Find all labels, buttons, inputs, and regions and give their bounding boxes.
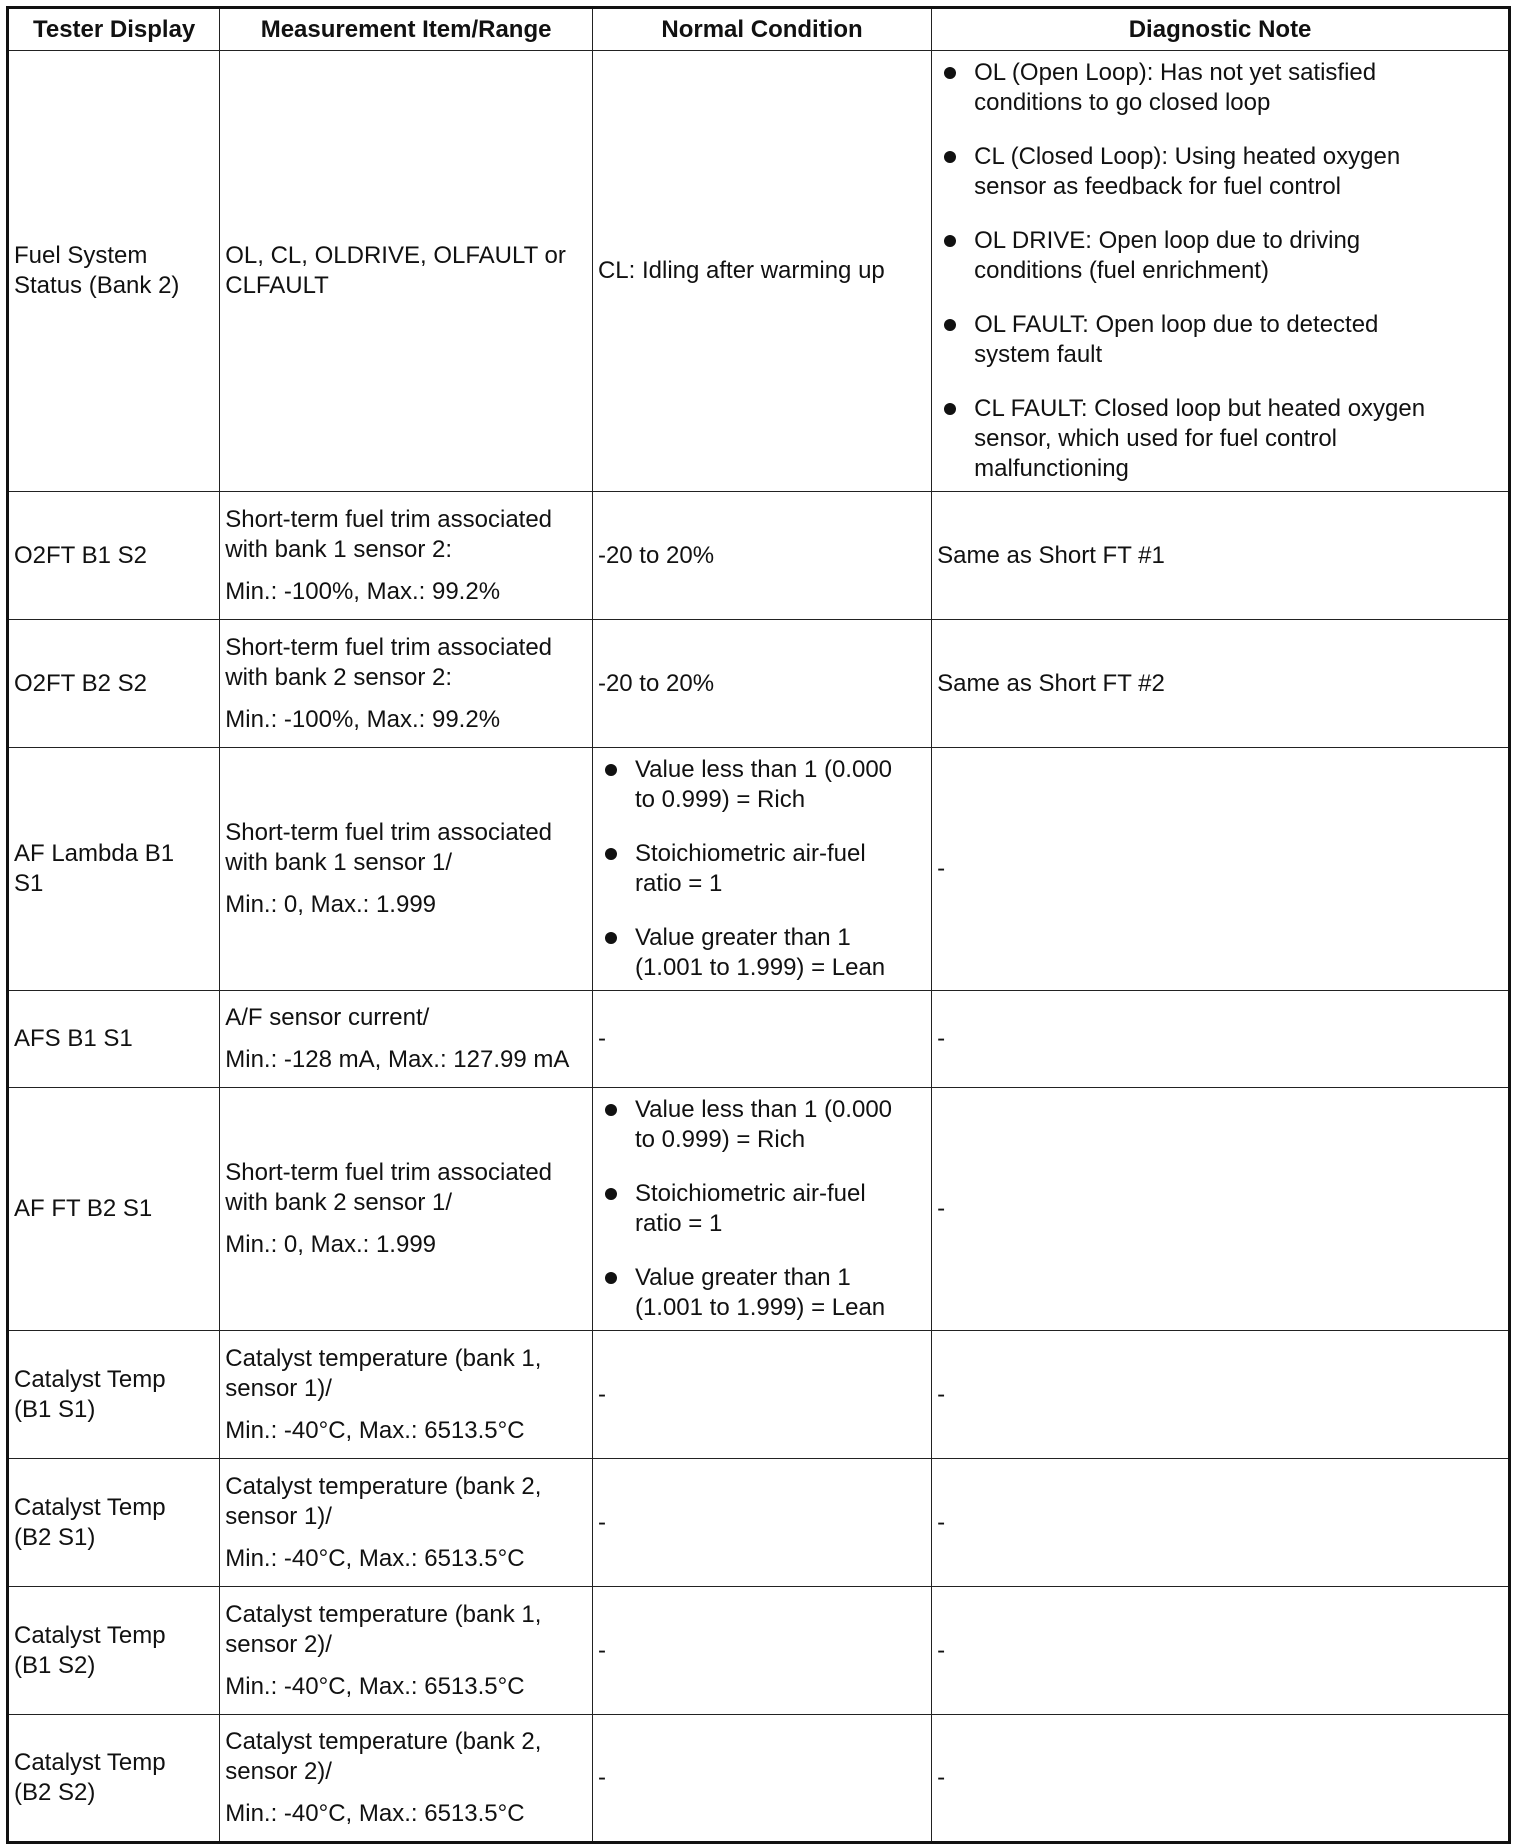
tester-display-cell: Fuel System Status (Bank 2) [8,51,220,492]
condition-list [593,755,926,983]
diagnostic-note-cell: - [932,991,1510,1088]
list-item: Value greater than 1 (1.001 to 1.999) = Lean [593,1263,926,1323]
normal-condition-cell: - [592,1715,931,1843]
normal-condition-cell: - [592,1459,931,1587]
diagnostic-note-cell: Same as Short FT #1 [932,492,1510,620]
diagnostic-note-cell: - [932,1715,1510,1843]
measurement-cell: Short-term fuel trim associated with bank 1 sensor 1/ Min.: 0, Max.: 1.999 [220,748,593,991]
table-row [8,748,1510,991]
table-row [8,1088,1510,1331]
list-item: OL FAULT: Open loop due to detected system fault [932,310,1503,370]
tester-display-cell: AF FT B2 S1 [8,1088,220,1331]
header-normal-condition: Normal Condition [592,8,931,51]
header-measurement: Measurement Item/Range [220,8,593,51]
measurement-cell: Catalyst temperature (bank 2, sensor 1)/ Min.: -40°C, Max.: 6513.5°C [220,1459,593,1587]
tester-display-cell: Catalyst Temp (B2 S1) [8,1459,220,1587]
table-row [8,1331,1510,1459]
tester-display-cell: O2FT B2 S2 [8,620,220,748]
tester-display-cell: Catalyst Temp (B1 S2) [8,1587,220,1715]
normal-condition-cell: CL: Idling after warming up [592,51,931,492]
list-item: OL (Open Loop): Has not yet satisfied conditions to go closed loop [932,58,1503,118]
diagnostic-note-cell: - [932,1088,1510,1331]
table-row [8,1587,1510,1715]
measurement-cell: A/F sensor current/ Min.: -128 mA, Max.: 127.99 mA [220,991,593,1088]
normal-condition-cell [592,1088,931,1331]
tester-display-cell: AFS B1 S1 [8,991,220,1088]
note-list [932,58,1503,484]
normal-condition-cell [592,748,931,991]
normal-condition-cell: - [592,1587,931,1715]
diagnostic-note-cell: - [932,748,1510,991]
diagnostic-note-cell: - [932,1587,1510,1715]
diagnostic-note-cell: - [932,1459,1510,1587]
measurement-cell: Catalyst temperature (bank 2, sensor 2)/ Min.: -40°C, Max.: 6513.5°C [220,1715,593,1843]
list-item: CL FAULT: Closed loop but heated oxygen sensor, which used for fuel control malfunctioning [932,394,1503,484]
list-item: Value less than 1 (0.000 to 0.999) = Rich [593,755,926,815]
tester-display-cell: Catalyst Temp (B1 S1) [8,1331,220,1459]
header-row [8,8,1510,51]
measurement-cell: Catalyst temperature (bank 1, sensor 1)/ Min.: -40°C, Max.: 6513.5°C [220,1331,593,1459]
table-row [8,620,1510,748]
tester-display-cell: O2FT B1 S2 [8,492,220,620]
table-row [8,51,1510,492]
list-item: Value less than 1 (0.000 to 0.999) = Rich [593,1095,926,1155]
table-row [8,1459,1510,1587]
measurement-cell: Short-term fuel trim associated with bank 1 sensor 2: Min.: -100%, Max.: 99.2% [220,492,593,620]
normal-condition-cell: - [592,991,931,1088]
list-item: CL (Closed Loop): Using heated oxygen sensor as feedback for fuel control [932,142,1503,202]
table-row [8,991,1510,1088]
diagnostic-note-cell [932,51,1510,492]
table-row [8,1715,1510,1843]
measurement-cell: OL, CL, OLDRIVE, OLFAULT or CLFAULT [220,51,593,492]
tester-display-cell: Catalyst Temp (B2 S2) [8,1715,220,1843]
normal-condition-cell: -20 to 20% [592,492,931,620]
header-diagnostic-note: Diagnostic Note [932,8,1510,51]
list-item: OL DRIVE: Open loop due to driving conditions (fuel enrichment) [932,226,1503,286]
measurement-cell: Short-term fuel trim associated with bank 2 sensor 1/ Min.: 0, Max.: 1.999 [220,1088,593,1331]
diagnostic-table [6,6,1511,1844]
normal-condition-cell: -20 to 20% [592,620,931,748]
condition-list [593,1095,926,1323]
list-item: Stoichiometric air-fuel ratio = 1 [593,839,926,899]
measurement-cell: Catalyst temperature (bank 1, sensor 2)/ Min.: -40°C, Max.: 6513.5°C [220,1587,593,1715]
diagnostic-note-cell: - [932,1331,1510,1459]
diagnostic-note-cell: Same as Short FT #2 [932,620,1510,748]
normal-condition-cell: - [592,1331,931,1459]
list-item: Stoichiometric air-fuel ratio = 1 [593,1179,926,1239]
measurement-cell: Short-term fuel trim associated with bank 2 sensor 2: Min.: -100%, Max.: 99.2% [220,620,593,748]
list-item: Value greater than 1 (1.001 to 1.999) = Lean [593,923,926,983]
header-tester-display: Tester Display [8,8,220,51]
tester-display-cell: AF Lambda B1 S1 [8,748,220,991]
table-row [8,492,1510,620]
